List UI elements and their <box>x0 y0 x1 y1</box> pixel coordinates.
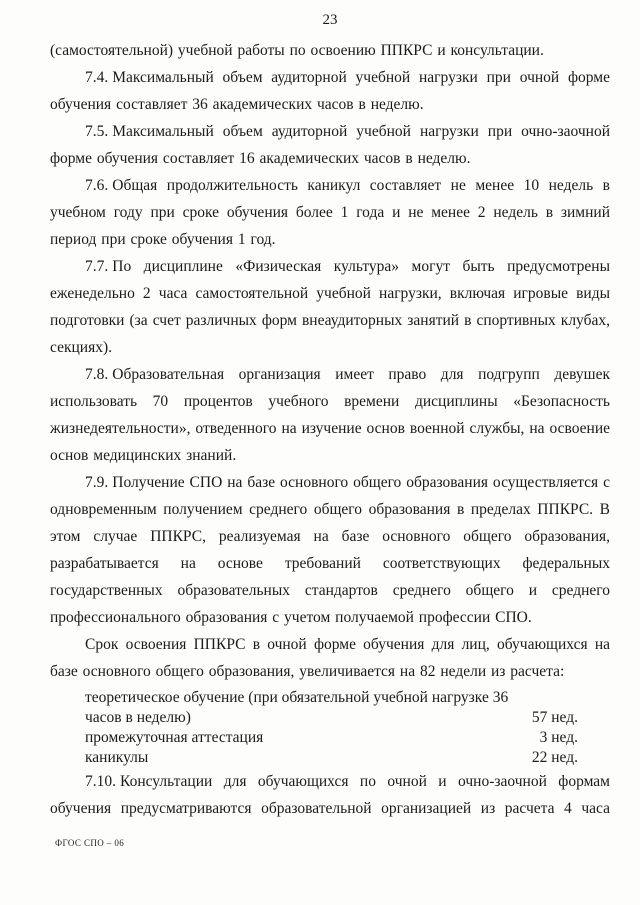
paragraph-7-4-text: Максимальный объем аудиторной учебной нагрузки при очной форме обучения составляет 36 академических часов в неделю. <box>50 69 610 113</box>
document-code-footer: ФГОС СПО – 06 <box>55 838 125 848</box>
paragraph-term-of-study: Срок освоения ППКРС в очной форме обучения для лиц, обучающихся на базе основного общего образования, увеличивается на 82 недели из расчета: <box>50 636 610 680</box>
paragraph-continuation: (самостоятельной) учебной работы по освоению ППКРС и консультации. <box>50 42 544 59</box>
paragraph-7-6-text: Общая продолжительность каникул составляет не менее 10 недель в учебном году при сроке обучения более 1 года и не менее 2 недель в зимний период при сроке обучения 1 год. <box>50 177 610 248</box>
page-number: 23 <box>322 12 338 28</box>
breakdown-row-attestation <box>85 728 610 748</box>
breakdown-row-theory <box>85 688 610 728</box>
breakdown-value: 22 нед. <box>531 749 578 766</box>
paragraph-7-9-text: Получение СПО на базе основного общего образования осуществляется с одновременным получением среднего общего образования в пределах ППКРС. В этом случае ППКРС, реализуемая на базе основного общего образования, разрабатывается на основе требований соответствующих федеральных государственных образовательных стандартов среднего общего и среднего профессионального образования с учетом получаемой профессии СПО. <box>50 474 610 626</box>
paragraph-7-7-text: По дисциплине «Физическая культура» могут быть предусмотрены еженедельно 2 часа самостоятельной учебной нагрузки, включая игровые виды подготовки (за счет различных форм внеаудиторных занятий в спортивных клубах, секциях). <box>50 258 610 356</box>
paragraph-7-10-text: Консультации для обучающихся по очной и очно-заочной формам обучения предусматриваются образовательной организацией из расчета 4 часа <box>50 773 610 817</box>
weeks-breakdown-table <box>85 688 610 768</box>
breakdown-value: 3 нед. <box>539 729 578 746</box>
paragraph-7-10-number: 7.10. <box>85 773 116 790</box>
paragraph-7-5-text: Максимальный объем аудиторной учебной нагрузки при очно-заочной форме обучения составляет 16 академических часов в неделю. <box>50 123 610 167</box>
paragraph-7-4-number: 7.4. <box>85 69 109 86</box>
breakdown-row-vacation <box>85 748 610 768</box>
paragraph-7-6-number: 7.6. <box>85 177 109 194</box>
paragraph-7-5-number: 7.5. <box>85 123 109 140</box>
paragraph-7-6 <box>50 172 610 253</box>
paragraph-7-4 <box>50 64 610 118</box>
paragraph-7-7-number: 7.7. <box>85 258 109 275</box>
paragraph-7-10 <box>50 768 610 822</box>
paragraph-7-9 <box>50 469 610 631</box>
breakdown-label: теоретическое обучение (при обязательной учебной нагрузке 36 часов в неделю) <box>85 689 509 726</box>
breakdown-label: промежуточная аттестация <box>85 729 264 746</box>
paragraph-7-8-number: 7.8. <box>85 366 109 383</box>
paragraph-7-9-number: 7.9. <box>85 474 109 491</box>
paragraph-7-7 <box>50 253 610 361</box>
paragraph-7-5 <box>50 118 610 172</box>
breakdown-value: 57 нед. <box>531 709 578 726</box>
breakdown-label: каникулы <box>85 749 149 766</box>
paragraph-7-8 <box>50 361 610 469</box>
paragraph-7-8-text: Образовательная организация имеет право для подгрупп девушек использовать 70 процентов учебного времени дисциплины «Безопасность жизнедеятельности», отведенного на изучение основ военной службы, на освоение основ медицинских знаний. <box>50 366 610 464</box>
